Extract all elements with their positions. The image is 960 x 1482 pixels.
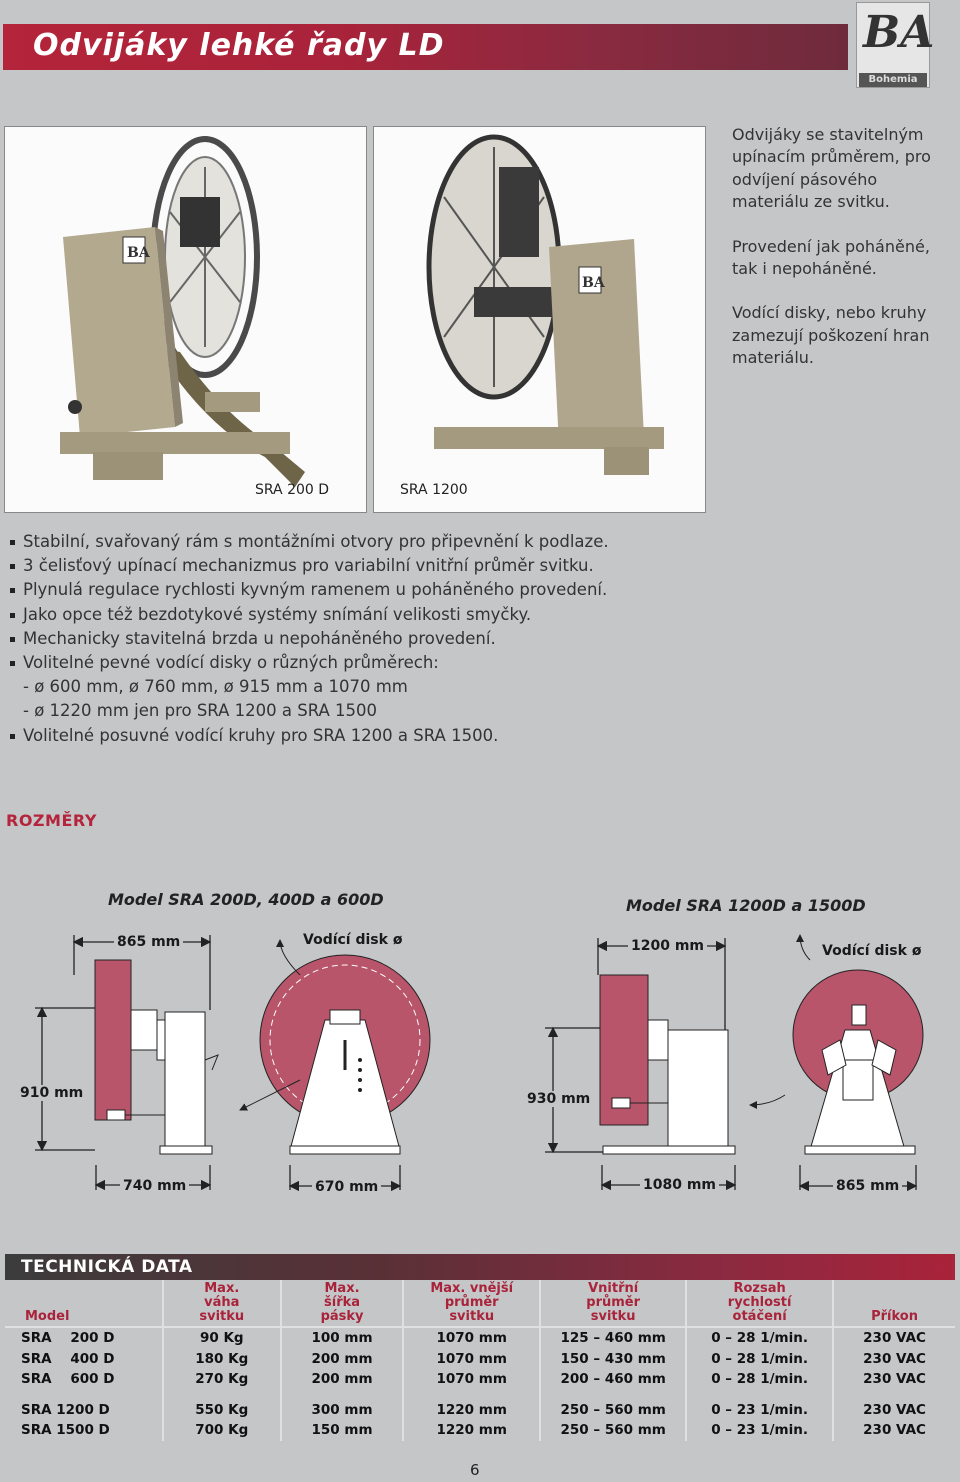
tech-table <box>5 1280 955 1441</box>
spacer-cell <box>833 1390 955 1400</box>
table-cell: 125 – 460 mm <box>540 1327 686 1349</box>
table-header <box>540 1280 686 1327</box>
svg-text:BA: BA <box>127 245 150 261</box>
table-header-line: průměr <box>444 1295 499 1310</box>
photo-caption: SRA 1200 <box>400 482 468 498</box>
feature-item: Volitelné posuvné vodící kruhy pro SRA 1200 a SRA 1500. <box>10 724 710 748</box>
table-cell: 1070 mm <box>403 1349 540 1370</box>
table-cell: 1070 mm <box>403 1327 540 1349</box>
table-cell: 250 – 560 mm <box>540 1420 686 1441</box>
table-cell: 300 mm <box>281 1400 403 1421</box>
table-cell: 1220 mm <box>403 1400 540 1421</box>
table-cell: SRA 400 D <box>21 1350 115 1367</box>
tech-title-bar <box>5 1254 955 1280</box>
table-header <box>5 1280 163 1327</box>
table-header-line: Max. <box>204 1281 240 1296</box>
left-model-title: Model SRA 200D, 400D a 600D <box>108 890 384 909</box>
right-side-base-label: 865 mm <box>833 1178 902 1194</box>
intro-paragraph: Vodící disky, nebo kruhy zamezují poškození hran materiálu. <box>732 303 930 368</box>
feature-item: Stabilní, svařovaný rám s montážními otvory pro připevnění k podlaze. <box>10 530 710 554</box>
table-cell: 230 VAC <box>833 1327 955 1349</box>
table-header-line: průměr <box>586 1295 641 1310</box>
photo-caption: SRA 200 D <box>255 482 330 498</box>
right-base-label: 1080 mm <box>640 1177 719 1193</box>
technical-data <box>5 1254 955 1454</box>
spacer-cell <box>163 1390 281 1400</box>
table-header <box>163 1280 281 1327</box>
intro-paragraph: Provedení jak poháněné, tak i nepoháněné. <box>732 236 930 279</box>
table-header-line: svitku <box>590 1309 636 1324</box>
page-header <box>3 24 848 70</box>
table-cell: SRA 200 D <box>21 1330 115 1347</box>
spacer-cell <box>540 1390 686 1400</box>
table-header-line: rychlostí <box>727 1295 792 1310</box>
table-cell: 230 VAC <box>833 1400 955 1421</box>
table-row <box>5 1420 955 1441</box>
table-cell: 0 – 28 1/min. <box>686 1349 833 1370</box>
feature-item: - ø 1220 mm jen pro SRA 1200 a SRA 1500 <box>23 701 378 721</box>
left-height-label: 910 mm <box>20 1085 84 1101</box>
table-cell: 0 – 23 1/min. <box>686 1420 833 1441</box>
table-header-line: pásky <box>320 1309 364 1324</box>
page-number: 6 <box>470 1461 480 1479</box>
left-disk-label: Vodící disk ø <box>303 932 403 948</box>
left-width-label: 865 mm <box>114 934 183 950</box>
table-cell: 150 – 430 mm <box>540 1349 686 1370</box>
table-header-line: Max. <box>324 1281 360 1296</box>
logo-label: Bohemia <box>859 73 927 87</box>
table-header-line: Max. vnější <box>430 1281 514 1296</box>
dimension-drawings <box>0 880 960 1210</box>
section-title-dimensions: ROZMĚRY <box>6 811 97 830</box>
table-cell: SRA 1200 D <box>21 1401 110 1418</box>
table-header-line: otáčení <box>732 1309 787 1324</box>
table-cell: 180 Kg <box>163 1349 281 1370</box>
table-cell: 270 Kg <box>163 1369 281 1390</box>
feature-list <box>10 530 710 748</box>
dimension-diagram <box>0 880 960 1210</box>
table-cell: 250 – 560 mm <box>540 1400 686 1421</box>
photo-sra-200d <box>4 126 367 513</box>
left-base-label: 740 mm <box>120 1178 189 1194</box>
feature-item: Volitelné pevné vodící disky o různých průměrech: <box>10 651 710 675</box>
feature-item: Jako opce též bezdotykové systémy snímání velikosti smyčky. <box>10 603 710 627</box>
table-cell: 0 – 23 1/min. <box>686 1400 833 1421</box>
table-header <box>686 1280 833 1327</box>
table-row <box>5 1349 955 1370</box>
photo-sra-1200 <box>373 126 706 513</box>
table-header-line: svitku <box>199 1309 245 1324</box>
table-cell: 200 mm <box>281 1369 403 1390</box>
table-cell: 230 VAC <box>833 1420 955 1441</box>
table-header-line: Model <box>25 1309 70 1324</box>
table-cell: 0 – 28 1/min. <box>686 1369 833 1390</box>
spacer-cell <box>5 1390 163 1400</box>
company-logo <box>856 2 935 88</box>
table-header <box>281 1280 403 1327</box>
table-header-line: Vnitřní <box>588 1281 639 1296</box>
table-row <box>5 1400 955 1421</box>
table-cell: SRA 1500 D <box>21 1422 110 1439</box>
table-row <box>5 1369 955 1390</box>
right-disk-label: Vodící disk ø <box>822 943 922 959</box>
table-cell: 200 mm <box>281 1349 403 1370</box>
table-cell: 150 mm <box>281 1420 403 1441</box>
logo-monogram: BA <box>863 7 935 58</box>
tech-title: TECHNICKÁ DATA <box>21 1257 193 1277</box>
feature-item: - ø 600 mm, ø 760 mm, ø 915 mm a 1070 mm <box>23 677 408 697</box>
table-cell: 90 Kg <box>163 1327 281 1349</box>
table-cell: 0 – 28 1/min. <box>686 1327 833 1349</box>
intro-text <box>732 124 952 392</box>
svg-text:BA: BA <box>582 275 605 291</box>
table-spacer <box>5 1390 955 1400</box>
table-header <box>833 1280 955 1327</box>
intro-paragraph: Odvijáky se stavitelným upínacím průměrem, pro odvíjení pásového materiálu ze svitku. <box>732 125 931 212</box>
feature-item: Plynulá regulace rychlosti kyvným ramenem u poháněného provedení. <box>10 578 710 602</box>
table-row <box>5 1327 955 1349</box>
table-header-line: váha <box>204 1295 240 1310</box>
right-model-title: Model SRA 1200D a 1500D <box>626 896 866 915</box>
table-header <box>403 1280 540 1327</box>
table-header-line: Rozsah <box>733 1281 786 1296</box>
table-cell: 550 Kg <box>163 1400 281 1421</box>
spacer-cell <box>686 1390 833 1400</box>
table-cell: 1070 mm <box>403 1369 540 1390</box>
table-cell: 230 VAC <box>833 1369 955 1390</box>
right-height-label: 930 mm <box>527 1091 591 1107</box>
table-header-line: šířka <box>324 1295 361 1310</box>
table-header-line: Příkon <box>871 1309 918 1324</box>
spacer-cell <box>403 1390 540 1400</box>
right-width-label: 1200 mm <box>628 938 707 954</box>
feature-item: 3 čelisťový upínací mechanizmus pro variabilní vnitřní průměr svitku. <box>10 554 710 578</box>
feature-item: Mechanicky stavitelná brzda u nepoháněného provedení. <box>10 627 710 651</box>
table-cell: SRA 600 D <box>21 1371 115 1388</box>
table-cell: 100 mm <box>281 1327 403 1349</box>
table-cell: 230 VAC <box>833 1349 955 1370</box>
spacer-cell <box>281 1390 403 1400</box>
table-cell: 700 Kg <box>163 1420 281 1441</box>
table-cell: 1220 mm <box>403 1420 540 1441</box>
left-side-base-label: 670 mm <box>312 1179 381 1195</box>
table-header-line: svitku <box>449 1309 495 1324</box>
page-title: Odvijáky lehké řady LD <box>33 28 445 63</box>
table-cell: 200 – 460 mm <box>540 1369 686 1390</box>
